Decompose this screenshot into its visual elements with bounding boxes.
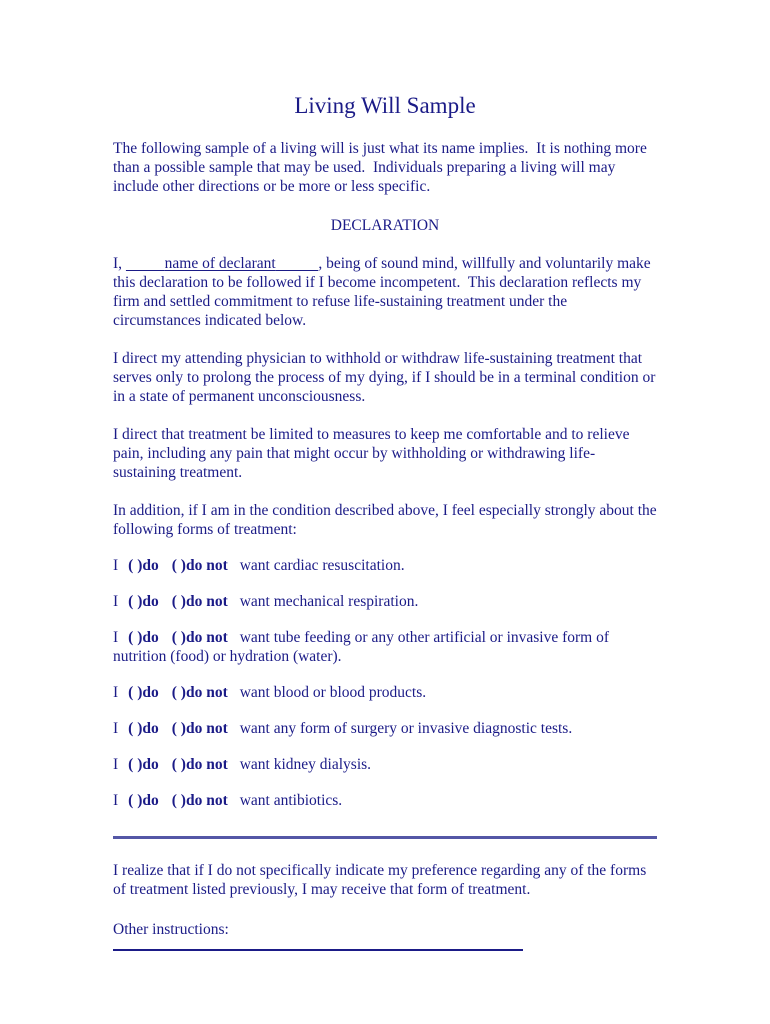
treatment-lead: I [113, 593, 119, 610]
do-not-checkbox[interactable]: ( )do not [171, 720, 228, 737]
do-not-checkbox[interactable]: ( )do not [171, 792, 228, 809]
section-divider [113, 836, 657, 839]
treatment-row-surgery [113, 719, 657, 738]
do-not-checkbox[interactable]: ( )do not [171, 557, 228, 574]
treatment-text: want tube feeding or any other artificial or invasive form of nutrition (food) or hydration (water). [113, 629, 610, 665]
treatment-lead: I [113, 684, 119, 701]
do-checkbox[interactable]: ( )do [128, 557, 159, 574]
treatment-row-antibiotics [113, 791, 657, 810]
blank-left [126, 255, 165, 272]
declaration-paragraph [113, 254, 657, 330]
treatment-lead: I [113, 629, 119, 646]
treatment-row-dialysis [113, 755, 657, 774]
do-checkbox[interactable]: ( )do [128, 756, 159, 773]
do-not-checkbox[interactable]: ( )do not [171, 629, 228, 646]
do-checkbox[interactable]: ( )do [128, 684, 159, 701]
treatment-text: want mechanical respiration. [239, 593, 419, 610]
declarant-name-blank[interactable] [126, 255, 318, 272]
do-not-checkbox[interactable]: ( )do not [171, 684, 228, 701]
do-not-checkbox[interactable]: ( )do not [171, 756, 228, 773]
do-not-checkbox[interactable]: ( )do not [171, 593, 228, 610]
treatment-text: want antibiotics. [239, 792, 343, 809]
direct-physician-paragraph: I direct my attending physician to withhold or withdraw life-sustaining treatment that serves only to prolong the process of my dying, if I should be in a terminal condition or in a state of permanent unconsciousness. [113, 350, 656, 405]
in-addition-paragraph: In addition, if I am in the condition described above, I feel especially strongly about the following forms of treatment: [113, 502, 657, 538]
treatment-lead: I [113, 557, 119, 574]
blank-right [276, 255, 319, 272]
direct-treatment-paragraph: I direct that treatment be limited to measures to keep me comfortable and to relieve pain, including any pain that might occur by withholding or withdrawing life-sustaining treatment. [113, 426, 630, 481]
treatment-text: want cardiac resuscitation. [239, 557, 405, 574]
other-instructions-blank[interactable] [113, 948, 523, 951]
treatment-row-blood [113, 683, 657, 702]
do-checkbox[interactable]: ( )do [128, 593, 159, 610]
treatment-text: want kidney dialysis. [239, 756, 372, 773]
treatment-lead: I [113, 792, 119, 809]
page-title: Living Will Sample [294, 93, 476, 118]
do-checkbox[interactable]: ( )do [128, 792, 159, 809]
declaration-heading: DECLARATION [330, 217, 440, 234]
treatment-row-cardiac [113, 556, 657, 575]
do-checkbox[interactable]: ( )do [128, 720, 159, 737]
treatment-row-respiration [113, 592, 657, 611]
other-instructions-label: Other instructions: [113, 921, 229, 938]
treatment-text: want any form of surgery or invasive diagnostic tests. [239, 720, 573, 737]
treatment-text: want blood or blood products. [239, 684, 427, 701]
declarant-name-label: name of declarant [164, 255, 276, 272]
treatment-lead: I [113, 756, 119, 773]
realize-paragraph: I realize that if I do not specifically indicate my preference regarding any of the forms of treatment listed previously, I may receive that form of treatment. [113, 862, 647, 898]
intro-paragraph: The following sample of a living will is just what its name implies. It is nothing more than a possible sample that may be used. Individuals preparing a living will may include other directions or be more or less specific. [113, 140, 647, 195]
treatment-lead: I [113, 720, 119, 737]
treatment-row-tube-feeding [113, 628, 657, 666]
do-checkbox[interactable]: ( )do [128, 629, 159, 646]
declaration-prefix: I, [113, 255, 126, 272]
declaration-suffix: , being of sound mind, willfully and voluntarily make this declaration to be followed if I become incompetent. This declaration reflects my firm and settled commitment to refuse life-sustaining treatment under the circumstances indicated below. [113, 255, 651, 329]
